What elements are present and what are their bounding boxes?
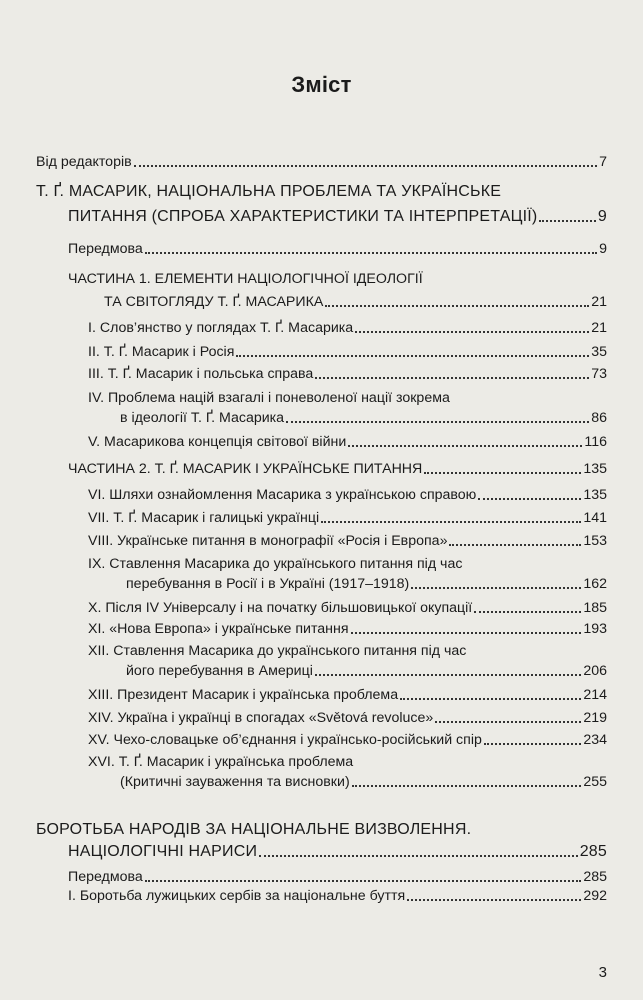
page-title: Зміст — [291, 72, 352, 97]
toc-entry-text: (Критичні зауваження та висновки) — [120, 774, 350, 790]
toc-entry-text: VII. Т. Ґ. Масарик і галицькі українці — [88, 510, 320, 526]
toc-entry-text: XII. Ставлення Масарика до українського питання під час — [88, 643, 467, 659]
toc-entry — [36, 821, 607, 839]
toc-entry — [104, 293, 607, 311]
toc-entry — [88, 532, 607, 550]
leader-dots — [351, 631, 582, 634]
toc-entry — [88, 555, 607, 573]
toc-entry — [88, 620, 607, 638]
toc-entry-page: 214 — [583, 687, 607, 703]
toc-entry-text: Від редакторів — [36, 154, 132, 170]
toc-entry — [36, 183, 607, 201]
leader-dots — [435, 720, 581, 723]
toc-entry — [68, 270, 607, 288]
page-number: 3 — [598, 964, 607, 981]
leader-dots — [478, 497, 581, 500]
toc-entry-text: XIII. Президент Масарик і українська проблема — [88, 687, 399, 703]
toc-entry — [68, 868, 607, 886]
toc-entry-page: 255 — [583, 774, 607, 790]
toc-entry-page: 285 — [579, 843, 607, 860]
leader-dots — [411, 586, 581, 589]
toc-entry — [88, 642, 607, 660]
toc-entry-text: ЧАСТИНА 2. Т. Ґ. МАСАРИК І УКРАЇНСЬКЕ ПИТАННЯ — [68, 461, 423, 477]
leader-dots — [145, 879, 582, 882]
leader-dots — [352, 784, 582, 787]
toc-entry-text: I. Слов’янство у поглядах Т. Ґ. Масарика — [88, 320, 354, 336]
leader-dots — [400, 697, 581, 700]
toc-entry — [88, 319, 607, 337]
leader-dots — [449, 543, 581, 546]
toc-entry-text: IX. Ставлення Масарика до українського питання під час — [88, 556, 463, 572]
toc-entry-text: БОРОТЬБА НАРОДІВ ЗА НАЦІОНАЛЬНЕ ВИЗВОЛЕННЯ. — [36, 821, 472, 838]
leader-dots — [286, 420, 589, 423]
toc-entry-text: ТА СВІТОГЛЯДУ Т. Ґ. МАСАРИКА — [104, 294, 324, 310]
toc-entry-page: 135 — [583, 487, 607, 503]
toc-entry-text: X. Після IV Універсалу і на початку більшовицької окупації — [88, 600, 473, 616]
leader-dots — [355, 330, 589, 333]
toc-entry-text: перебування в Росії і в Україні (1917–1918) — [126, 576, 410, 592]
toc-entry — [88, 753, 607, 771]
leader-dots — [321, 520, 581, 523]
toc-entry-page: 116 — [584, 434, 607, 450]
toc-entry-text: Передмова — [68, 241, 143, 257]
toc-entry-text: Т. Ґ. МАСАРИК, НАЦІОНАЛЬНА ПРОБЛЕМА ТА УКРАЇНСЬКЕ — [36, 183, 502, 200]
toc-entry — [88, 486, 607, 504]
leader-dots — [315, 673, 581, 676]
toc-entry-page: 285 — [583, 869, 607, 885]
leader-dots — [134, 164, 597, 167]
toc-entry — [68, 460, 607, 478]
toc-entry — [88, 433, 607, 451]
toc-entry-page: 9 — [597, 208, 607, 225]
toc-entry-text: його перебування в Америці — [126, 663, 313, 679]
leader-dots — [325, 304, 589, 307]
toc-entry-text: в ідеології Т. Ґ. Масарика — [120, 410, 285, 426]
toc-entry-text: XIV. Україна і українці в спогадах «Světová revoluce» — [88, 710, 434, 726]
toc-entry-text: I. Боротьба лужицьких сербів за національне буття — [68, 888, 406, 904]
leader-dots — [484, 742, 581, 745]
toc-entry — [88, 343, 607, 361]
toc-entry-text: III. Т. Ґ. Масарик і польська справа — [88, 366, 314, 382]
toc-entry-text: XVI. Т. Ґ. Масарик і українська проблема — [88, 754, 354, 770]
toc-entry-page: 141 — [583, 510, 607, 526]
toc-entry-page: 135 — [583, 461, 607, 477]
toc-entry — [68, 887, 607, 905]
toc-entry-text: VIII. Українське питання в монографії «Росія і Европа» — [88, 533, 448, 549]
leader-dots — [539, 219, 595, 222]
toc-entry — [88, 686, 607, 704]
toc-entry — [120, 409, 607, 427]
toc-entry-page: 185 — [583, 600, 607, 616]
leader-dots — [315, 376, 589, 379]
toc-entry — [126, 662, 607, 680]
toc-entry — [36, 153, 607, 171]
toc-entry-page: 35 — [591, 344, 607, 360]
toc-entry — [68, 240, 607, 258]
toc-entry — [88, 365, 607, 383]
toc-entry — [126, 575, 607, 593]
toc-entry — [120, 773, 607, 791]
toc-entry-text: ПИТАННЯ (СПРОБА ХАРАКТЕРИСТИКИ ТА ІНТЕРПРЕТАЦІЇ) — [68, 208, 538, 225]
leader-dots — [424, 471, 581, 474]
toc-entry — [88, 709, 607, 727]
toc-entry — [88, 389, 607, 407]
toc-entry-page: 234 — [583, 732, 607, 748]
toc-entry-page: 73 — [591, 366, 607, 382]
toc-entry-page: 7 — [599, 154, 607, 170]
leader-dots — [348, 444, 582, 447]
toc-entry-page: 9 — [599, 241, 607, 257]
toc-entry-text: XV. Чехо-словацьке об’єднання і українсько-російський спір — [88, 732, 482, 748]
toc-entry-page: 21 — [591, 320, 607, 336]
toc-entry-text: ЧАСТИНА 1. ЕЛЕМЕНТИ НАЦІОЛОГІЧНОЇ ІДЕОЛОГІЇ — [68, 271, 423, 287]
toc-entry-page: 219 — [583, 710, 607, 726]
toc-entry — [88, 731, 607, 749]
toc-entry-text: XI. «Нова Европа» і українське питання — [88, 621, 349, 637]
leader-dots — [145, 251, 597, 254]
toc-entry-text: НАЦІОЛОГІЧНІ НАРИСИ — [68, 843, 258, 860]
leader-dots — [259, 854, 578, 857]
toc-entry-page: 162 — [583, 576, 607, 592]
toc-entry-page: 21 — [591, 294, 607, 310]
toc-entry-page: 292 — [583, 888, 607, 904]
toc-entry-text: V. Масарикова концепція світової війни — [88, 434, 347, 450]
toc-entry-page: 86 — [591, 410, 607, 426]
toc-entry-text: II. Т. Ґ. Масарик і Росія — [88, 344, 235, 360]
toc-entry-text: Передмова — [68, 869, 143, 885]
toc-entry-text: VI. Шляхи ознайомлення Масарика з українською справою — [88, 487, 477, 503]
toc-entry — [68, 843, 607, 861]
toc-entry — [88, 509, 607, 527]
toc-entry — [68, 208, 607, 226]
toc-entry-page: 206 — [583, 663, 607, 679]
leader-dots — [407, 898, 581, 901]
toc-entry-page: 193 — [583, 621, 607, 637]
toc-entry-page: 153 — [583, 533, 607, 549]
leader-dots — [474, 610, 581, 613]
toc-entry — [88, 599, 607, 617]
leader-dots — [236, 354, 589, 357]
toc-entry-text: IV. Проблема націй взагалі і поневоленої нації зокрема — [88, 390, 450, 406]
